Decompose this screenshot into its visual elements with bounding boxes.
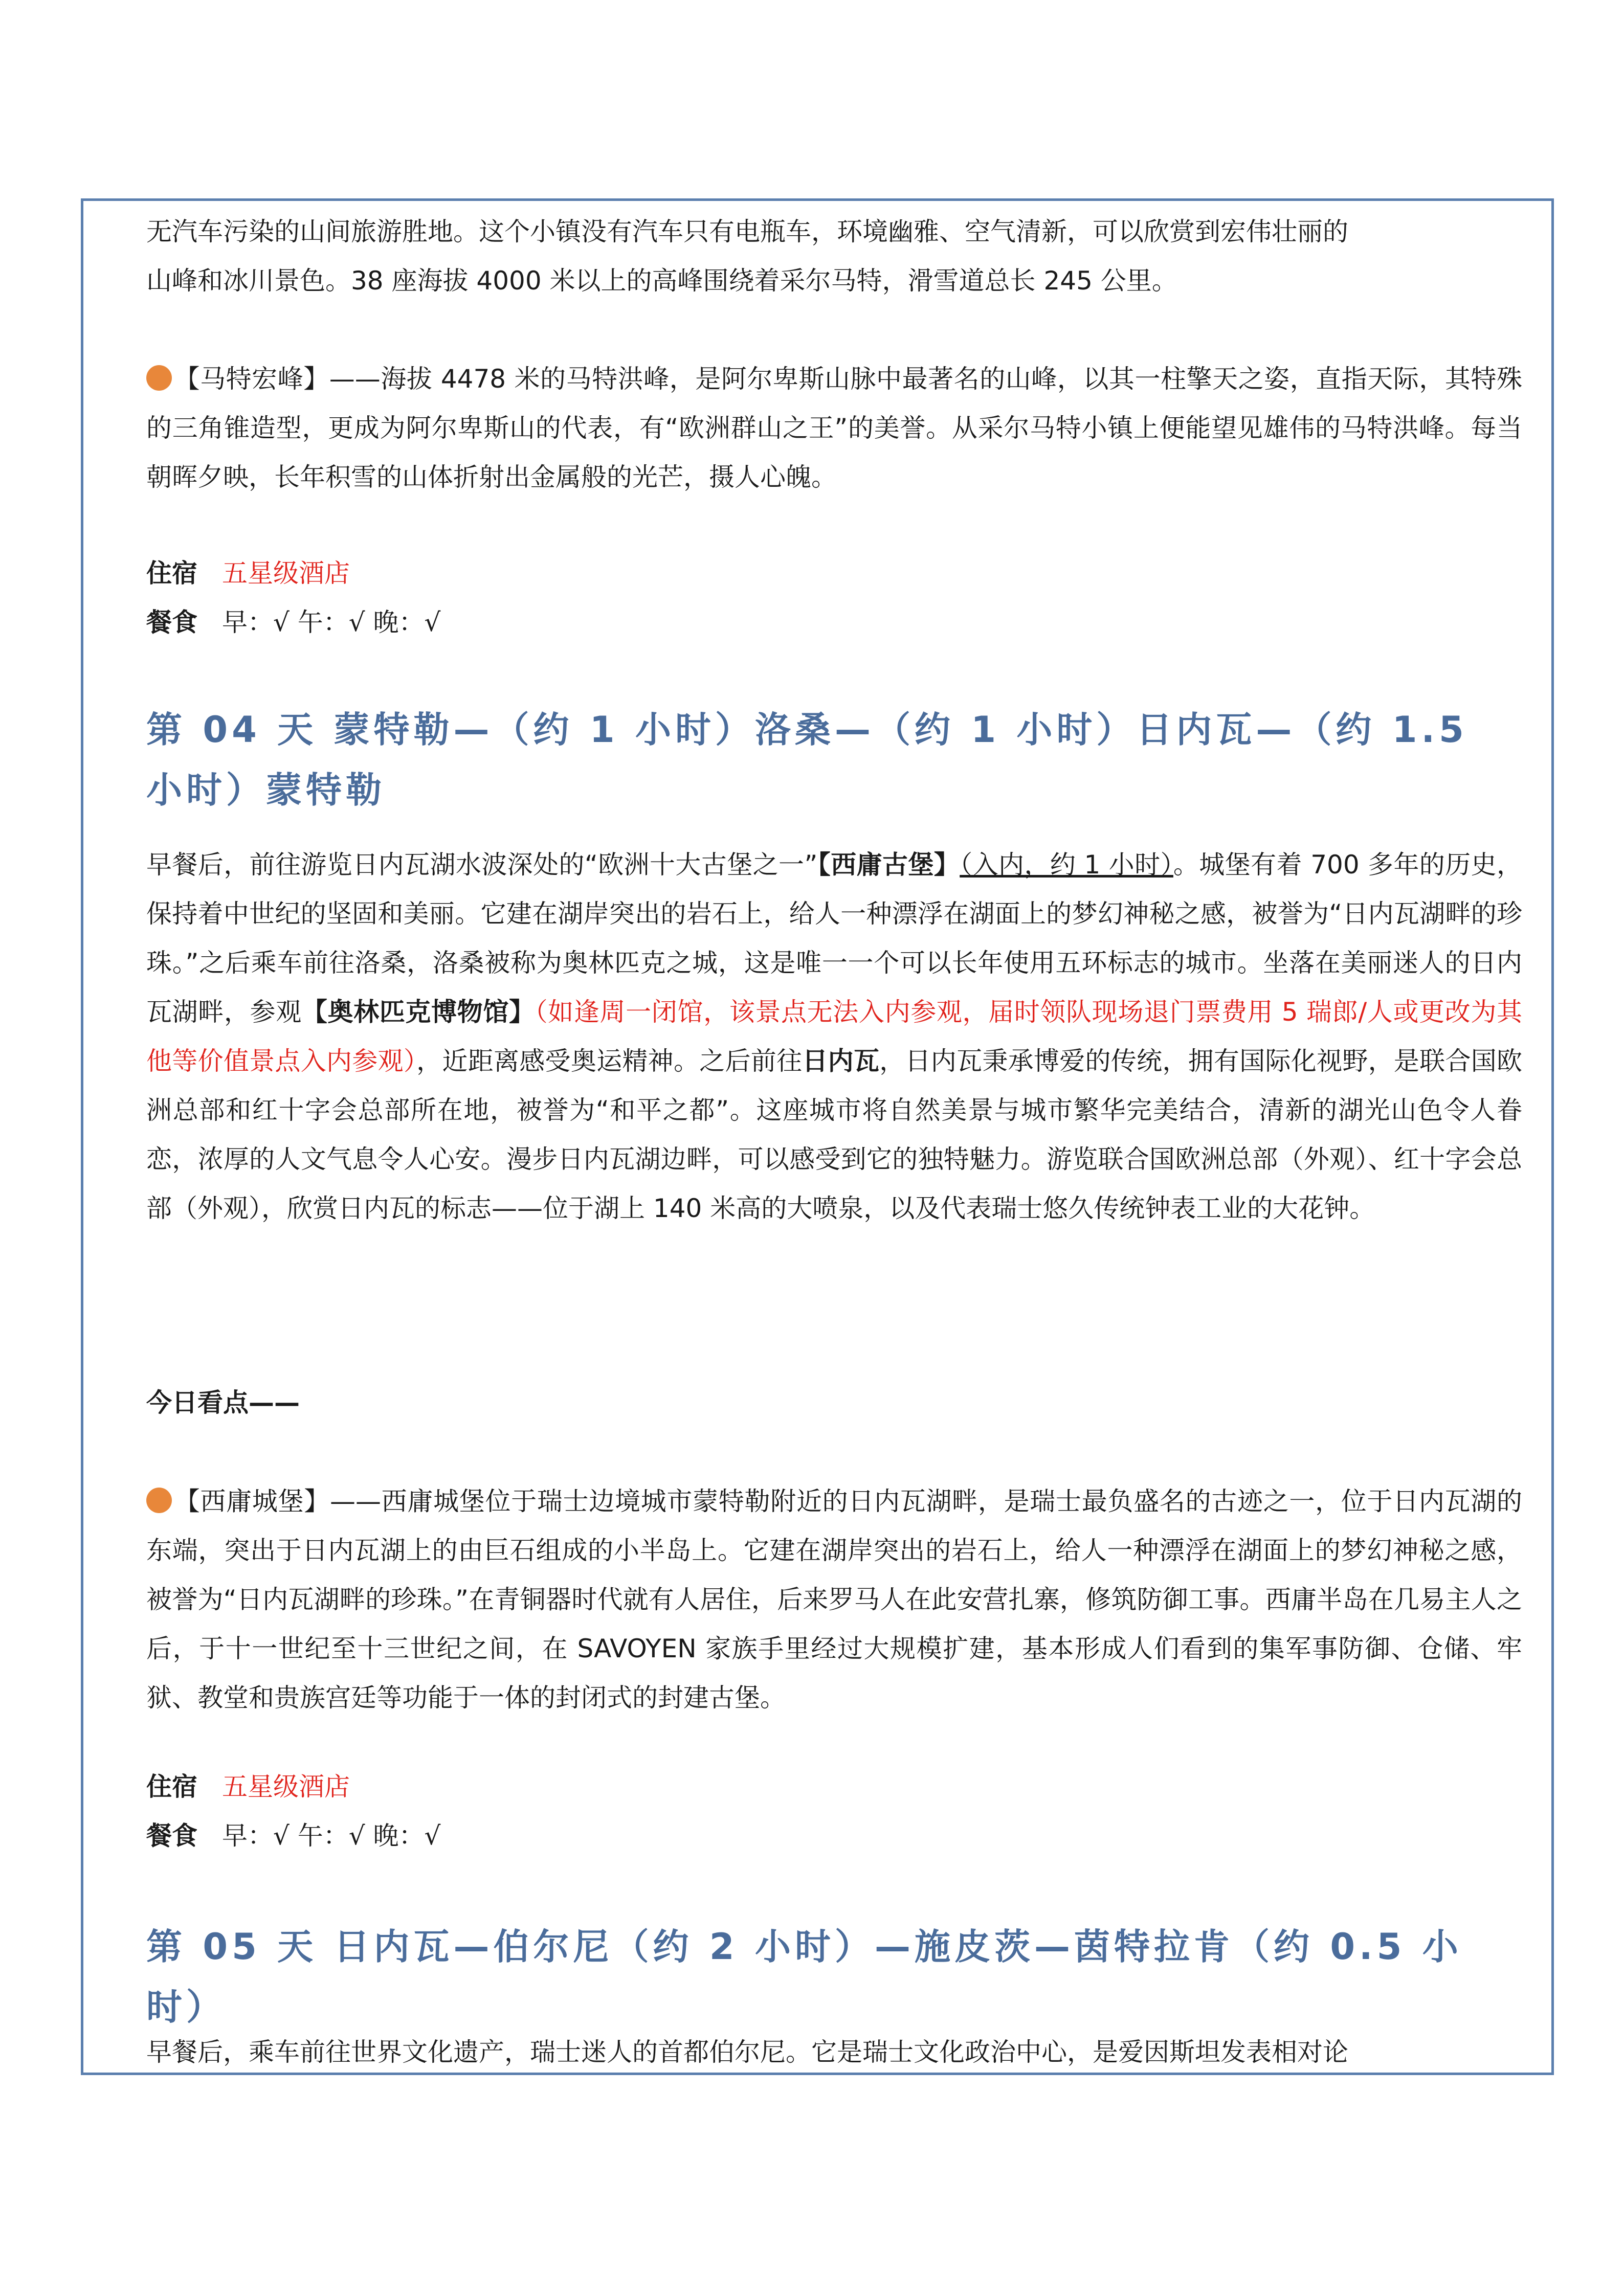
chillon-text: ——西庸城堡位于瑞士边境城市蒙特勒附近的日内瓦湖畔，是瑞士最负盛名的古迹之一，位于日内瓦湖的东端，突出于日内瓦湖上的由巨石组成的小半岛上。它建在湖岸突出的岩石上，给人一种漂浮在湖面上的梦幻神秘之感，被誉为“日内瓦湖畔的珍珠。”在青铜器时代就有人居住，后来罗马人在此安营扎寨，修筑防御工事。西庸半岛在几易主人之后，于十一世纪至十三世纪之间，在 SAVOYEN 家族手里经过大规模扩建，基本形成人们看到的集军事防御、仓储、牢狱、教堂和贵族宫廷等功能于一体的封闭式的封建古堡。 <box>146 1487 1523 1713</box>
chillon-visit-note: （入内，约 1 小时） <box>960 850 1173 880</box>
intro-line-1: 无汽车污染的山间旅游胜地。这个小镇没有汽车只有电瓶车，环境幽雅、空气清新，可以欣赏到宏伟壮丽的 <box>146 217 1348 246</box>
lodging-value: 五星级酒店 <box>222 1772 350 1802</box>
meals-label: 餐食 <box>146 607 197 637</box>
day5-heading-line-1: 第 05 天 日内瓦—伯尔尼（约 2 小时）—施皮茨—茵特拉肯（约 0.5 小 <box>146 1926 1462 1968</box>
lodging-row <box>146 549 440 598</box>
highlights-label: 今日看点—— <box>146 1388 300 1417</box>
chillon-castle-link: 【西庸古堡】 <box>817 850 960 880</box>
day4-description <box>146 840 1522 1233</box>
day4-text-1: 早餐后，前往游览日内瓦湖水波深处的“欧洲十大古堡之一” <box>146 850 818 880</box>
lodging-row <box>146 1762 440 1811</box>
day3-info <box>146 549 440 647</box>
geneva-name: 日内瓦 <box>802 1046 880 1076</box>
lodging-label: 住宿 <box>146 1772 197 1802</box>
day4-heading-line-2: 小时）蒙特勒 <box>146 769 386 811</box>
meals-row <box>146 1811 440 1860</box>
day4-heading <box>146 700 1522 820</box>
chillon-title: 【西庸城堡】 <box>174 1487 330 1516</box>
olympic-museum-notice: （如逢周一闭馆，该景点无法入内参观，届时领队现场退门票费用 5 瑞郎/人或更改为其他等价值景点入内参观） <box>146 997 1523 1076</box>
day5-description: 早餐后，乘车前往世界文化遗产，瑞士迷人的首都伯尔尼。它是瑞士文化政治中心，是爱因斯坦发表相对论 <box>146 2037 1348 2067</box>
day4-info <box>146 1762 440 1860</box>
day4-text-4: ，日内瓦秉承博爱的传统，拥有国际化视野，是联合国欧洲总部和红十字会总部所在地，被誉为“和平之都”。这座城市将自然美景与城市繁华完美结合，清新的湖光山色令人眷恋，浓厚的人文气息令人心安。漫步日内瓦湖边畔，可以感受到它的独特魅力。游览联合国欧洲总部（外观）、红十字会总部（外观），欣赏日内瓦的标志——位于湖上 140 米高的大喷泉，以及代表瑞士悠久传统钟表工业的大花钟。 <box>146 1046 1523 1223</box>
day4-heading-line-1: 第 04 天 蒙特勒—（约 1 小时）洛桑—（约 1 小时）日内瓦—（约 1.5 <box>146 709 1468 751</box>
meals-label: 餐食 <box>146 1821 197 1851</box>
meals-row <box>146 598 440 647</box>
olympic-museum-name: 【奥林匹克博物馆】 <box>301 997 535 1027</box>
matterhorn-text: ——海拔 4478 米的马特洪峰，是阿尔卑斯山脉中最著名的山峰，以其一柱擎天之姿，直指天际，其特殊的三角锥造型，更成为阿尔卑斯山的代表，有“欧洲群山之王”的美誉。从采尔马特小镇上便能望见雄伟的马特洪峰。每当朝晖夕映，长年积雪的山体折射出金属般的光芒，摄人心魄。 <box>146 364 1523 492</box>
lodging-value: 五星级酒店 <box>222 558 350 588</box>
meals-value: 早：√ 午：√ 晚：√ <box>222 1821 441 1851</box>
matterhorn-paragraph <box>146 354 1522 502</box>
orange-bullet-icon <box>146 1488 172 1513</box>
day4-text-2: 。城堡有着 700 多年的历史，保持着中世纪的坚固和美丽。它建在湖岸突出的岩石上，给人一种漂浮在湖面上的梦幻神秘之感，被誉为“日内瓦湖畔的珍珠。”之后乘车前往洛桑，洛桑被称为奥林匹克之城，这是唯一一个可以长年使用五环标志的城市。坐落在美丽迷人的日内瓦湖畔，参观 <box>146 850 1522 1027</box>
day4-text-3: ，近距离感受奥运精神。之后前往 <box>416 1046 803 1076</box>
day5-heading-line-2: 时） <box>146 1986 226 2028</box>
page-frame <box>81 198 1554 2075</box>
orange-bullet-icon <box>146 365 172 391</box>
chillon-paragraph <box>146 1477 1522 1722</box>
intro-block <box>146 207 1522 305</box>
meals-value: 早：√ 午：√ 晚：√ <box>222 607 441 637</box>
day5-heading <box>146 1917 1522 2037</box>
matterhorn-title: 【马特宏峰】 <box>174 364 329 394</box>
intro-line-2: 山峰和冰川景色。38 座海拔 4000 米以上的高峰围绕着采尔马特，滑雪道总长 245 公里。 <box>146 266 1177 296</box>
lodging-label: 住宿 <box>146 558 197 588</box>
